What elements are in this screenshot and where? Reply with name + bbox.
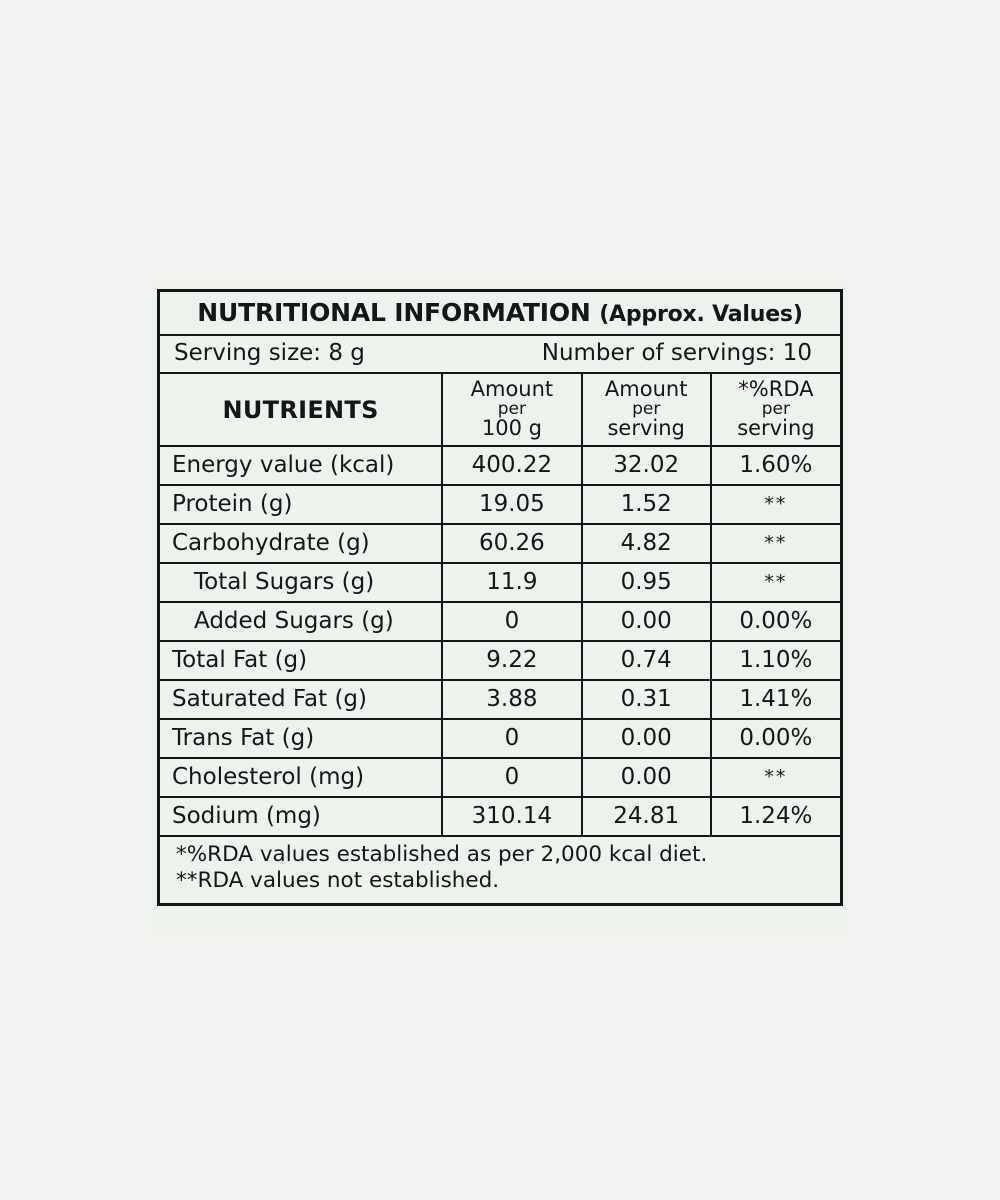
value-rda: ** bbox=[711, 524, 840, 563]
value-rda: 0.00% bbox=[711, 719, 840, 758]
value-rda: ** bbox=[711, 758, 840, 797]
header-rda-line3: serving bbox=[737, 415, 815, 440]
header-amount-per-serving bbox=[582, 373, 711, 446]
value-rda: 1.24% bbox=[711, 797, 840, 836]
value-rda: 1.10% bbox=[711, 641, 840, 680]
value-per-100g: 0 bbox=[442, 719, 581, 758]
nutrient-name: Trans Fat (g) bbox=[160, 719, 442, 758]
number-of-servings: Number of servings: 10 bbox=[541, 340, 812, 366]
table-row bbox=[160, 446, 840, 485]
value-rda: 1.41% bbox=[711, 680, 840, 719]
nutrient-name: Total Fat (g) bbox=[160, 641, 442, 680]
value-rda: ** bbox=[711, 563, 840, 602]
nutrient-name: Sodium (mg) bbox=[160, 797, 442, 836]
nutrient-name: Saturated Fat (g) bbox=[160, 680, 442, 719]
value-per-100g: 11.9 bbox=[442, 563, 581, 602]
table-header-row bbox=[160, 373, 840, 446]
nutrient-name: Energy value (kcal) bbox=[160, 446, 442, 485]
header-rda-per-serving bbox=[711, 373, 840, 446]
value-per-100g: 19.05 bbox=[442, 485, 581, 524]
table-row bbox=[160, 602, 840, 641]
header-per100-line1: Amount bbox=[470, 377, 554, 401]
value-per-100g: 400.22 bbox=[442, 446, 581, 485]
value-per-serving: 0.00 bbox=[582, 602, 711, 641]
value-per-100g: 3.88 bbox=[442, 680, 581, 719]
nutrient-name: Total Sugars (g) bbox=[160, 563, 442, 602]
value-per-serving: 0.74 bbox=[582, 641, 711, 680]
header-per100-line3: 100 g bbox=[481, 415, 542, 440]
table-row bbox=[160, 680, 840, 719]
value-per-serving: 24.81 bbox=[582, 797, 711, 836]
footnotes bbox=[160, 836, 840, 902]
value-per-100g: 310.14 bbox=[442, 797, 581, 836]
value-per-serving: 0.00 bbox=[582, 719, 711, 758]
footnote-rda-not-established: **RDA values not established. bbox=[176, 868, 500, 894]
value-per-100g: 0 bbox=[442, 758, 581, 797]
table-row bbox=[160, 797, 840, 836]
footnote-row bbox=[160, 836, 840, 902]
value-per-serving: 32.02 bbox=[582, 446, 711, 485]
label-title-suffix: (Approx. Values) bbox=[599, 302, 803, 327]
nutrition-facts-label bbox=[157, 289, 843, 906]
table-row bbox=[160, 485, 840, 524]
value-per-serving: 1.52 bbox=[582, 485, 711, 524]
nutrient-name: Carbohydrate (g) bbox=[160, 524, 442, 563]
value-per-serving: 0.00 bbox=[582, 758, 711, 797]
header-perserv-line2: per bbox=[632, 398, 661, 419]
value-rda: 0.00% bbox=[711, 602, 840, 641]
table-row bbox=[160, 563, 840, 602]
header-perserv-line1: Amount bbox=[604, 377, 688, 401]
header-amount-per-100g bbox=[442, 373, 581, 446]
table-row bbox=[160, 641, 840, 680]
value-rda: 1.60% bbox=[711, 446, 840, 485]
header-per100-line2: per bbox=[497, 398, 527, 419]
value-per-serving: 0.95 bbox=[582, 563, 711, 602]
header-rda-line2: per bbox=[761, 398, 791, 419]
nutrition-table bbox=[160, 292, 840, 903]
nutrient-name: Cholesterol (mg) bbox=[160, 758, 442, 797]
serving-row bbox=[160, 335, 840, 373]
value-per-100g: 60.26 bbox=[442, 524, 581, 563]
serving-size: Serving size: 8 g bbox=[174, 340, 365, 366]
table-row bbox=[160, 719, 840, 758]
value-per-100g: 9.22 bbox=[442, 641, 581, 680]
value-per-serving: 4.82 bbox=[582, 524, 711, 563]
value-rda: ** bbox=[711, 485, 840, 524]
header-nutrients: NUTRIENTS bbox=[160, 373, 442, 446]
title-row bbox=[160, 292, 840, 335]
footnote-rda-basis: *%RDA values established as per 2,000 kcal diet. bbox=[176, 842, 708, 868]
label-title bbox=[160, 292, 840, 335]
header-rda-line1: *%RDA bbox=[738, 377, 814, 401]
header-perserv-line3: serving bbox=[607, 415, 685, 440]
nutrient-name: Added Sugars (g) bbox=[160, 602, 442, 641]
table-row bbox=[160, 758, 840, 797]
nutrient-name: Protein (g) bbox=[160, 485, 442, 524]
nutrition-label-panel bbox=[150, 283, 850, 933]
label-title-main: NUTRITIONAL INFORMATION bbox=[197, 298, 591, 327]
value-per-100g: 0 bbox=[442, 602, 581, 641]
serving-info bbox=[160, 335, 840, 373]
value-per-serving: 0.31 bbox=[582, 680, 711, 719]
table-row bbox=[160, 524, 840, 563]
